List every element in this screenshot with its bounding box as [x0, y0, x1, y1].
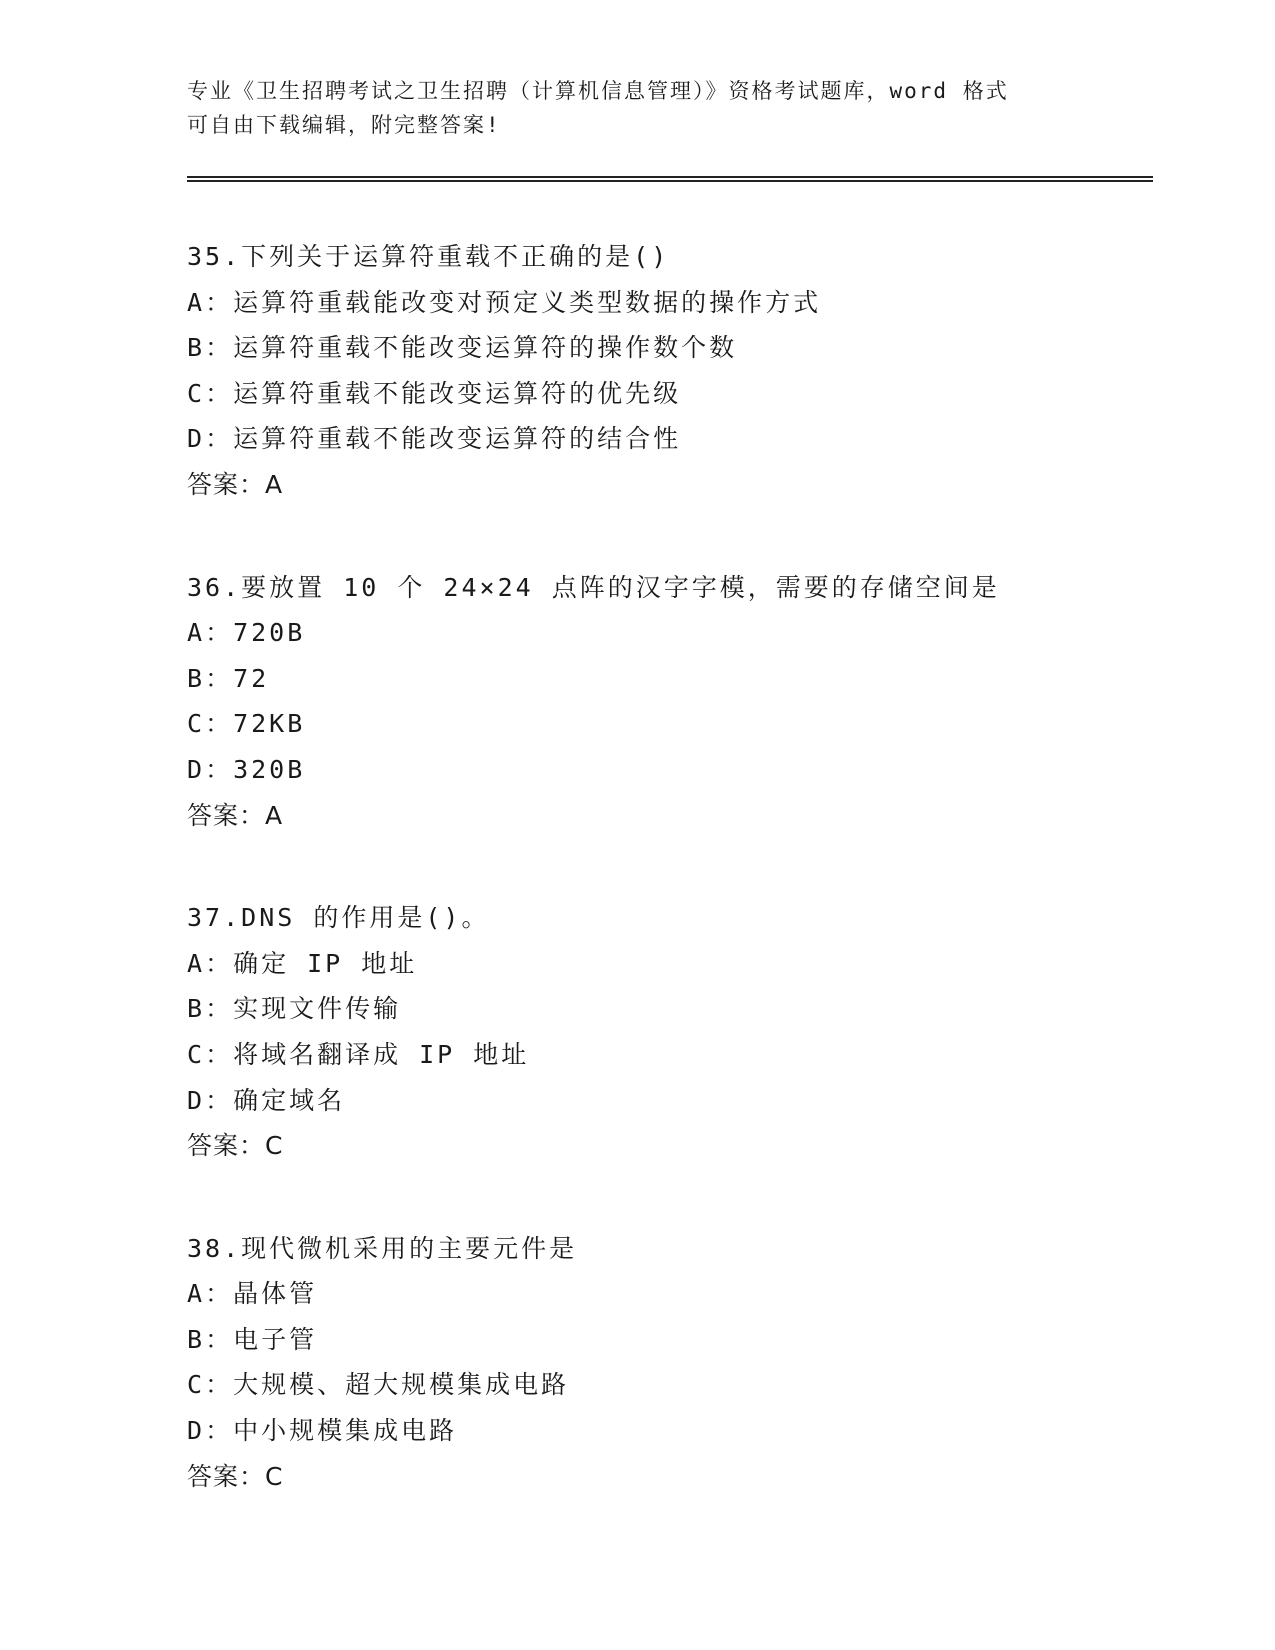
answer-line: 答案：C	[187, 1461, 284, 1491]
option-separator: ：	[205, 709, 234, 739]
option-letter: A	[187, 287, 206, 317]
option-separator: ：	[205, 1279, 234, 1309]
option-separator: ：	[205, 1370, 234, 1400]
option-separator: ：	[205, 663, 234, 693]
option-text: 电子管	[233, 1324, 318, 1354]
option-text: 确定域名	[233, 1085, 346, 1115]
option-a	[187, 280, 1147, 326]
option-letter: C	[187, 1370, 206, 1400]
option-separator: ：	[205, 948, 234, 978]
header-line-2: 可自由下载编辑，附完整答案!	[187, 113, 501, 137]
option-letter: C	[187, 709, 206, 739]
option-d	[187, 747, 1147, 793]
option-text: 运算符重载不能改变运算符的结合性	[233, 424, 682, 454]
header-divider	[187, 176, 1153, 182]
question-35	[187, 234, 1147, 508]
option-text: 晶体管	[233, 1279, 318, 1309]
option-text: 320B	[233, 754, 306, 784]
option-separator: ：	[205, 754, 234, 784]
option-d	[187, 1408, 1147, 1454]
option-a	[187, 941, 1147, 987]
option-letter: D	[187, 424, 206, 454]
question-37	[187, 895, 1147, 1169]
question-list	[187, 234, 1147, 1556]
option-letter: B	[187, 333, 206, 363]
option-d	[187, 1078, 1147, 1124]
option-letter: D	[187, 1416, 206, 1446]
option-c	[187, 701, 1147, 747]
question-stem: 37.DNS 的作用是()。	[187, 903, 490, 933]
option-letter: B	[187, 1324, 206, 1354]
option-letter: B	[187, 994, 206, 1024]
option-text: 运算符重载不能改变运算符的优先级	[233, 378, 682, 408]
option-letter: A	[187, 1279, 206, 1309]
question-stem: 38.现代微机采用的主要元件是	[187, 1233, 578, 1263]
option-letter: B	[187, 663, 206, 693]
option-separator: ：	[205, 1085, 234, 1115]
option-text: 72KB	[233, 709, 306, 739]
option-text: 将域名翻译成 IP 地址	[233, 1039, 530, 1069]
option-separator: ：	[205, 1039, 234, 1069]
option-text: 中小规模集成电路	[233, 1416, 458, 1446]
option-letter: D	[187, 1085, 206, 1115]
answer-line: 答案：A	[187, 469, 284, 499]
option-text: 运算符重载能改变对预定义类型数据的操作方式	[233, 287, 822, 317]
question-38	[187, 1226, 1147, 1500]
option-d	[187, 416, 1147, 462]
option-text: 大规模、超大规模集成电路	[233, 1370, 570, 1400]
option-separator: ：	[205, 424, 234, 454]
option-c	[187, 1032, 1147, 1078]
option-b	[187, 986, 1147, 1032]
option-separator: ：	[205, 618, 234, 648]
option-separator: ：	[205, 333, 234, 363]
option-a	[187, 1271, 1147, 1317]
option-b	[187, 325, 1147, 371]
question-36	[187, 565, 1147, 839]
option-separator: ：	[205, 994, 234, 1024]
option-text: 实现文件传输	[233, 994, 402, 1024]
option-c	[187, 1362, 1147, 1408]
option-letter: D	[187, 754, 206, 784]
option-letter: C	[187, 1039, 206, 1069]
option-separator: ：	[205, 1416, 234, 1446]
option-text: 确定 IP 地址	[233, 948, 418, 978]
option-separator: ：	[205, 287, 234, 317]
option-b	[187, 1317, 1147, 1363]
option-letter: A	[187, 948, 206, 978]
option-separator: ：	[205, 378, 234, 408]
option-c	[187, 371, 1147, 417]
answer-line: 答案：A	[187, 800, 284, 830]
option-separator: ：	[205, 1324, 234, 1354]
option-text: 运算符重载不能改变运算符的操作数个数	[233, 333, 738, 363]
option-a	[187, 610, 1147, 656]
question-stem: 35.下列关于运算符重载不正确的是()	[187, 242, 670, 271]
option-text: 72	[233, 663, 270, 693]
option-letter: A	[187, 618, 206, 648]
option-text: 720B	[233, 618, 306, 648]
option-letter: C	[187, 378, 206, 408]
question-stem: 36.要放置 10 个 24×24 点阵的汉字字模，需要的存储空间是	[187, 572, 1000, 602]
option-b	[187, 656, 1147, 702]
answer-line: 答案：C	[187, 1131, 284, 1161]
header-line-1: 专业《卫生招聘考试之卫生招聘（计算机信息管理）》资格考试题库，word 格式	[187, 79, 1009, 103]
document-header	[187, 74, 1087, 142]
